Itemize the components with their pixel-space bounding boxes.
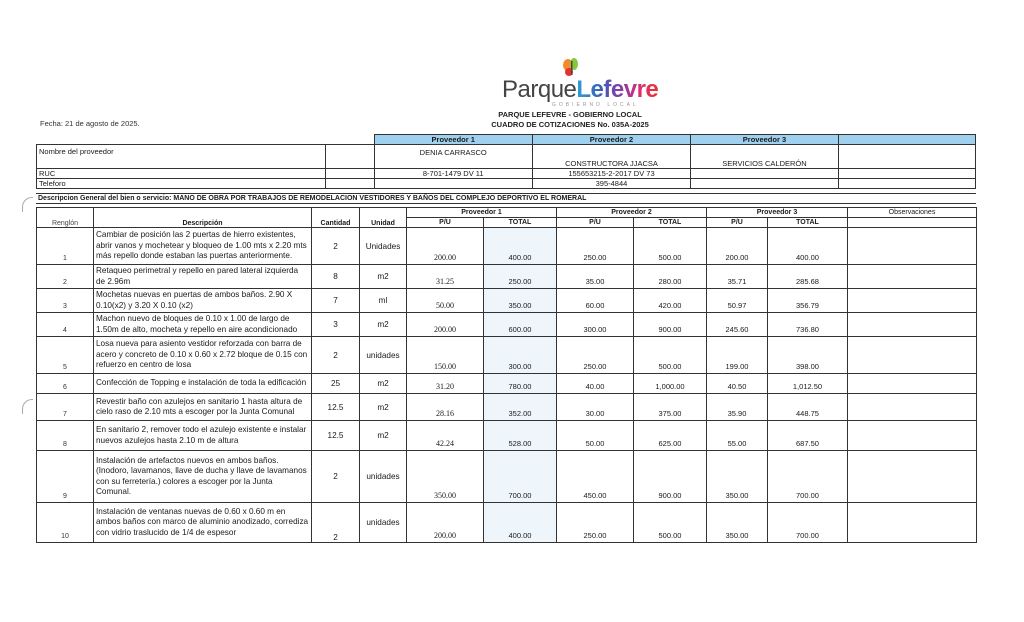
- p1-pu-cell: 31.20: [407, 374, 484, 394]
- descripcion-cell: Instalación de ventanas nuevas de 0.60 x 0.60 m en ambos baños con marco de aluminio anodizado, corrediza con vidrio traslucido de 1/4 de espesor: [94, 503, 312, 543]
- p2-pu-cell: 250.00: [557, 503, 634, 543]
- empty-cell: [326, 179, 375, 189]
- renglon-cell: 5: [37, 337, 94, 374]
- col-p1-pu: P/U: [407, 218, 484, 228]
- p1-pu-cell: 150.00: [407, 337, 484, 374]
- empty-cell: [326, 135, 375, 145]
- date-label: Fecha: 21 de agosto de 2025.: [40, 119, 140, 128]
- p3-total-cell: 736.80: [768, 313, 848, 337]
- col-unidad: Unidad: [360, 208, 407, 228]
- descripcion-cell: Machon nuevo de bloques de 0.10 x 1.00 de largo de 1.50m de alto, mocheta y repello en aire acondicionado: [94, 313, 312, 337]
- scan-mark: [22, 197, 33, 212]
- p2-pu-cell: 30.00: [557, 394, 634, 421]
- table-row: [37, 374, 977, 394]
- col-p3-pu: P/U: [707, 218, 768, 228]
- descripcion-cell: Cambiar de posición las 2 puertas de hierro existentes, abrir vanos y mochetear y bloqueo de 1.00 mts x 2.20 mts más repello donde estaban las puertas anteriormente.: [94, 228, 312, 265]
- cantidad-cell: 3: [312, 313, 360, 337]
- descripcion-cell: Revestir baño con azulejos en sanitario 1 hasta altura de cielo raso de 2.10 mts a escoger por la Junta Comunal: [94, 394, 312, 421]
- logo-wordmark: [502, 76, 658, 104]
- empty-cell: [838, 169, 975, 179]
- col-observaciones: Observaciones: [848, 208, 977, 218]
- p1-pu-cell: 50.00: [407, 289, 484, 313]
- p1-total-cell: 700.00: [484, 451, 557, 503]
- empty-cell: [37, 135, 326, 145]
- p1-total-cell: 400.00: [484, 228, 557, 265]
- unidad-cell: unidades: [360, 503, 407, 543]
- renglon-cell: 3: [37, 289, 94, 313]
- renglon-cell: 8: [37, 421, 94, 451]
- p1-pu-cell: 31.25: [407, 265, 484, 289]
- p2-pu-cell: 250.00: [557, 337, 634, 374]
- table-row: [37, 289, 977, 313]
- p3-pu-cell: 35.71: [707, 265, 768, 289]
- providers-table: [36, 134, 976, 189]
- p1-total-cell: 300.00: [484, 337, 557, 374]
- descripcion-cell: Losa nueva para asiento vestidor reforzada con barra de acero y concreto de 0.10 x 0.60 x 2.72 bloque de 0.15 con refuerzo en centro de losa: [94, 337, 312, 374]
- provider-1-phone: [374, 179, 532, 189]
- cantidad-cell: 2: [312, 451, 360, 503]
- unidad-cell: m2: [360, 421, 407, 451]
- table-row: [37, 313, 977, 337]
- p1-pu-cell: 200.00: [407, 503, 484, 543]
- provider-extra-header: [838, 135, 975, 145]
- p3-pu-cell: 55.00: [707, 421, 768, 451]
- p2-pu-cell: 300.00: [557, 313, 634, 337]
- cantidad-cell: 8: [312, 265, 360, 289]
- unidad-cell: ml: [360, 289, 407, 313]
- p1-total-cell: 780.00: [484, 374, 557, 394]
- unidad-cell: m2: [360, 394, 407, 421]
- col-renglon: Renglón: [37, 208, 94, 228]
- table-row: [37, 421, 977, 451]
- p3-pu-cell: 200.00: [707, 228, 768, 265]
- p3-total-cell: 687.50: [768, 421, 848, 451]
- empty-cell: [326, 169, 375, 179]
- cantidad-cell: 2: [312, 503, 360, 543]
- empty-cell: [326, 145, 375, 169]
- col-observaciones-sub: [848, 218, 977, 228]
- observaciones-cell: [848, 337, 977, 374]
- p2-total-cell: 500.00: [634, 228, 707, 265]
- provider-3-header: Proveedor 3: [691, 135, 839, 145]
- telefono-row: [37, 179, 976, 189]
- provider-1-ruc: 8-701-1479 DV 11: [374, 169, 532, 179]
- observaciones-cell: [848, 451, 977, 503]
- scan-mark: [22, 399, 33, 414]
- p2-total-cell: 900.00: [634, 313, 707, 337]
- observaciones-cell: [848, 289, 977, 313]
- ruc-row: [37, 169, 976, 179]
- p1-total-cell: 528.00: [484, 421, 557, 451]
- provider-2-ruc: 155653215-2-2017 DV 73: [532, 169, 690, 179]
- cantidad-cell: 2: [312, 337, 360, 374]
- items-header-row-1: [37, 208, 977, 218]
- p3-pu-cell: 199.00: [707, 337, 768, 374]
- general-description: Descripcion General del bien o servicio: MANO DE OBRA POR TRABAJOS DE REMODELACION VESTIDORES Y BAÑOS DEL COMPLEJO DEPORTIVO EL ROMERAL: [36, 193, 976, 204]
- renglon-cell: 6: [37, 374, 94, 394]
- observaciones-cell: [848, 228, 977, 265]
- table-row: [37, 394, 977, 421]
- provider-1-header: Proveedor 1: [374, 135, 532, 145]
- p3-total-cell: 285.68: [768, 265, 848, 289]
- empty-cell: [838, 145, 975, 169]
- col-proveedor-1: Proveedor 1: [407, 208, 557, 218]
- p3-pu-cell: 350.00: [707, 451, 768, 503]
- cantidad-cell: 12.5: [312, 394, 360, 421]
- unidad-cell: unidades: [360, 451, 407, 503]
- unidad-cell: Unidades: [360, 228, 407, 265]
- org-name: PARQUE LEFEVRE - GOBIERNO LOCAL: [498, 110, 642, 119]
- p1-pu-cell: 200.00: [407, 228, 484, 265]
- p3-total-cell: 400.00: [768, 228, 848, 265]
- p3-pu-cell: 40.50: [707, 374, 768, 394]
- provider-name-row: [37, 145, 976, 169]
- p1-total-cell: 250.00: [484, 265, 557, 289]
- unidad-cell: m2: [360, 313, 407, 337]
- p1-total-cell: 352.00: [484, 394, 557, 421]
- ruc-label: RUC: [37, 169, 326, 179]
- descripcion-cell: En sanitario 2, remover todo el azulejo existente e instalar nuevos azulejos hasta 2.10 m de altura: [94, 421, 312, 451]
- items-body: [37, 228, 977, 543]
- col-p2-total: TOTAL: [634, 218, 707, 228]
- p3-total-cell: 448.75: [768, 394, 848, 421]
- observaciones-cell: [848, 374, 977, 394]
- unidad-cell: m2: [360, 374, 407, 394]
- col-proveedor-2: Proveedor 2: [557, 208, 707, 218]
- provider-1-name: DENIA CARRASCO: [374, 145, 532, 169]
- p3-total-cell: 700.00: [768, 503, 848, 543]
- p3-total-cell: 700.00: [768, 451, 848, 503]
- table-row: [37, 228, 977, 265]
- logo-text-parque: Parque: [502, 76, 577, 103]
- provider-2-name: CONSTRUCTORA JJACSA: [532, 145, 690, 169]
- logo-text-lefevre: Lefevre: [576, 76, 659, 103]
- observaciones-cell: [848, 421, 977, 451]
- col-descripcion: Descripción: [94, 208, 312, 228]
- p2-total-cell: 375.00: [634, 394, 707, 421]
- descripcion-cell: Instalación de artefactos nuevos en ambos baños. (Inodoro, lavamanos, llave de ducha y llave de lavamanos con su ferretería.) colores a escoger por la Junta Comunal.: [94, 451, 312, 503]
- p2-total-cell: 900.00: [634, 451, 707, 503]
- butterfly-icon: [562, 58, 580, 78]
- provider-3-phone: [691, 179, 839, 189]
- p1-pu-cell: 350.00: [407, 451, 484, 503]
- providers-header-row: [37, 135, 976, 145]
- renglon-cell: 7: [37, 394, 94, 421]
- provider-3-name: SERVICIOS CALDERÓN: [691, 145, 839, 169]
- p1-pu-cell: 200.00: [407, 313, 484, 337]
- empty-cell: [838, 179, 975, 189]
- unidad-cell: unidades: [360, 337, 407, 374]
- cantidad-cell: 25: [312, 374, 360, 394]
- p2-total-cell: 625.00: [634, 421, 707, 451]
- provider-3-ruc: [691, 169, 839, 179]
- col-proveedor-3: Proveedor 3: [707, 208, 848, 218]
- p3-pu-cell: 350.00: [707, 503, 768, 543]
- renglon-cell: 4: [37, 313, 94, 337]
- p2-total-cell: 420.00: [634, 289, 707, 313]
- cantidad-cell: 12.5: [312, 421, 360, 451]
- p1-total-cell: 600.00: [484, 313, 557, 337]
- unidad-cell: m2: [360, 265, 407, 289]
- p3-pu-cell: 50.97: [707, 289, 768, 313]
- document-title: CUADRO DE COTIZACIONES No. 035A-2025: [491, 120, 649, 129]
- observaciones-cell: [848, 265, 977, 289]
- col-p2-pu: P/U: [557, 218, 634, 228]
- observaciones-cell: [848, 394, 977, 421]
- p3-total-cell: 1,012.50: [768, 374, 848, 394]
- provider-name-label: Nombre del proveedor: [37, 145, 326, 169]
- cantidad-cell: 2: [312, 228, 360, 265]
- descripcion-cell: Mochetas nuevas en puertas de ambos baños. 2.90 X 0.10(x2) y 3.20 X 0.10 (x2): [94, 289, 312, 313]
- p1-pu-cell: 42.24: [407, 421, 484, 451]
- observaciones-cell: [848, 503, 977, 543]
- telefono-label: Teleforo: [37, 179, 326, 189]
- col-p1-total: TOTAL: [484, 218, 557, 228]
- p2-pu-cell: 40.00: [557, 374, 634, 394]
- p2-total-cell: 500.00: [634, 337, 707, 374]
- p3-pu-cell: 35.90: [707, 394, 768, 421]
- p1-total-cell: 400.00: [484, 503, 557, 543]
- descripcion-cell: Retaqueo perimetral y repello en pared lateral izquierda de 2.96m: [94, 265, 312, 289]
- renglon-cell: 1: [37, 228, 94, 265]
- p3-total-cell: 356.79: [768, 289, 848, 313]
- table-row: [37, 503, 977, 543]
- p2-pu-cell: 50.00: [557, 421, 634, 451]
- cantidad-cell: 7: [312, 289, 360, 313]
- parque-lefevre-logo: [502, 58, 659, 108]
- items-table: [36, 207, 977, 543]
- table-row: [37, 337, 977, 374]
- p2-pu-cell: 250.00: [557, 228, 634, 265]
- org-heading: [420, 110, 720, 130]
- p2-pu-cell: 450.00: [557, 451, 634, 503]
- provider-2-header: Proveedor 2: [532, 135, 690, 145]
- p2-total-cell: 500.00: [634, 503, 707, 543]
- table-row: [37, 265, 977, 289]
- p2-total-cell: 280.00: [634, 265, 707, 289]
- col-p3-total: TOTAL: [768, 218, 848, 228]
- observaciones-cell: [848, 313, 977, 337]
- descripcion-cell: Confección de Topping e instalación de toda la edificación: [94, 374, 312, 394]
- p3-pu-cell: 245.60: [707, 313, 768, 337]
- p1-pu-cell: 28.16: [407, 394, 484, 421]
- table-row: [37, 451, 977, 503]
- p2-pu-cell: 35.00: [557, 265, 634, 289]
- col-cantidad: Cantidad: [312, 208, 360, 228]
- provider-2-phone: 395-4844: [532, 179, 690, 189]
- renglon-cell: 9: [37, 451, 94, 503]
- renglon-cell: 10: [37, 503, 94, 543]
- renglon-cell: 2: [37, 265, 94, 289]
- p1-total-cell: 350.00: [484, 289, 557, 313]
- logo-subtitle: GOBIERNO LOCAL: [552, 102, 639, 108]
- p2-pu-cell: 60.00: [557, 289, 634, 313]
- p3-total-cell: 398.00: [768, 337, 848, 374]
- p2-total-cell: 1,000.00: [634, 374, 707, 394]
